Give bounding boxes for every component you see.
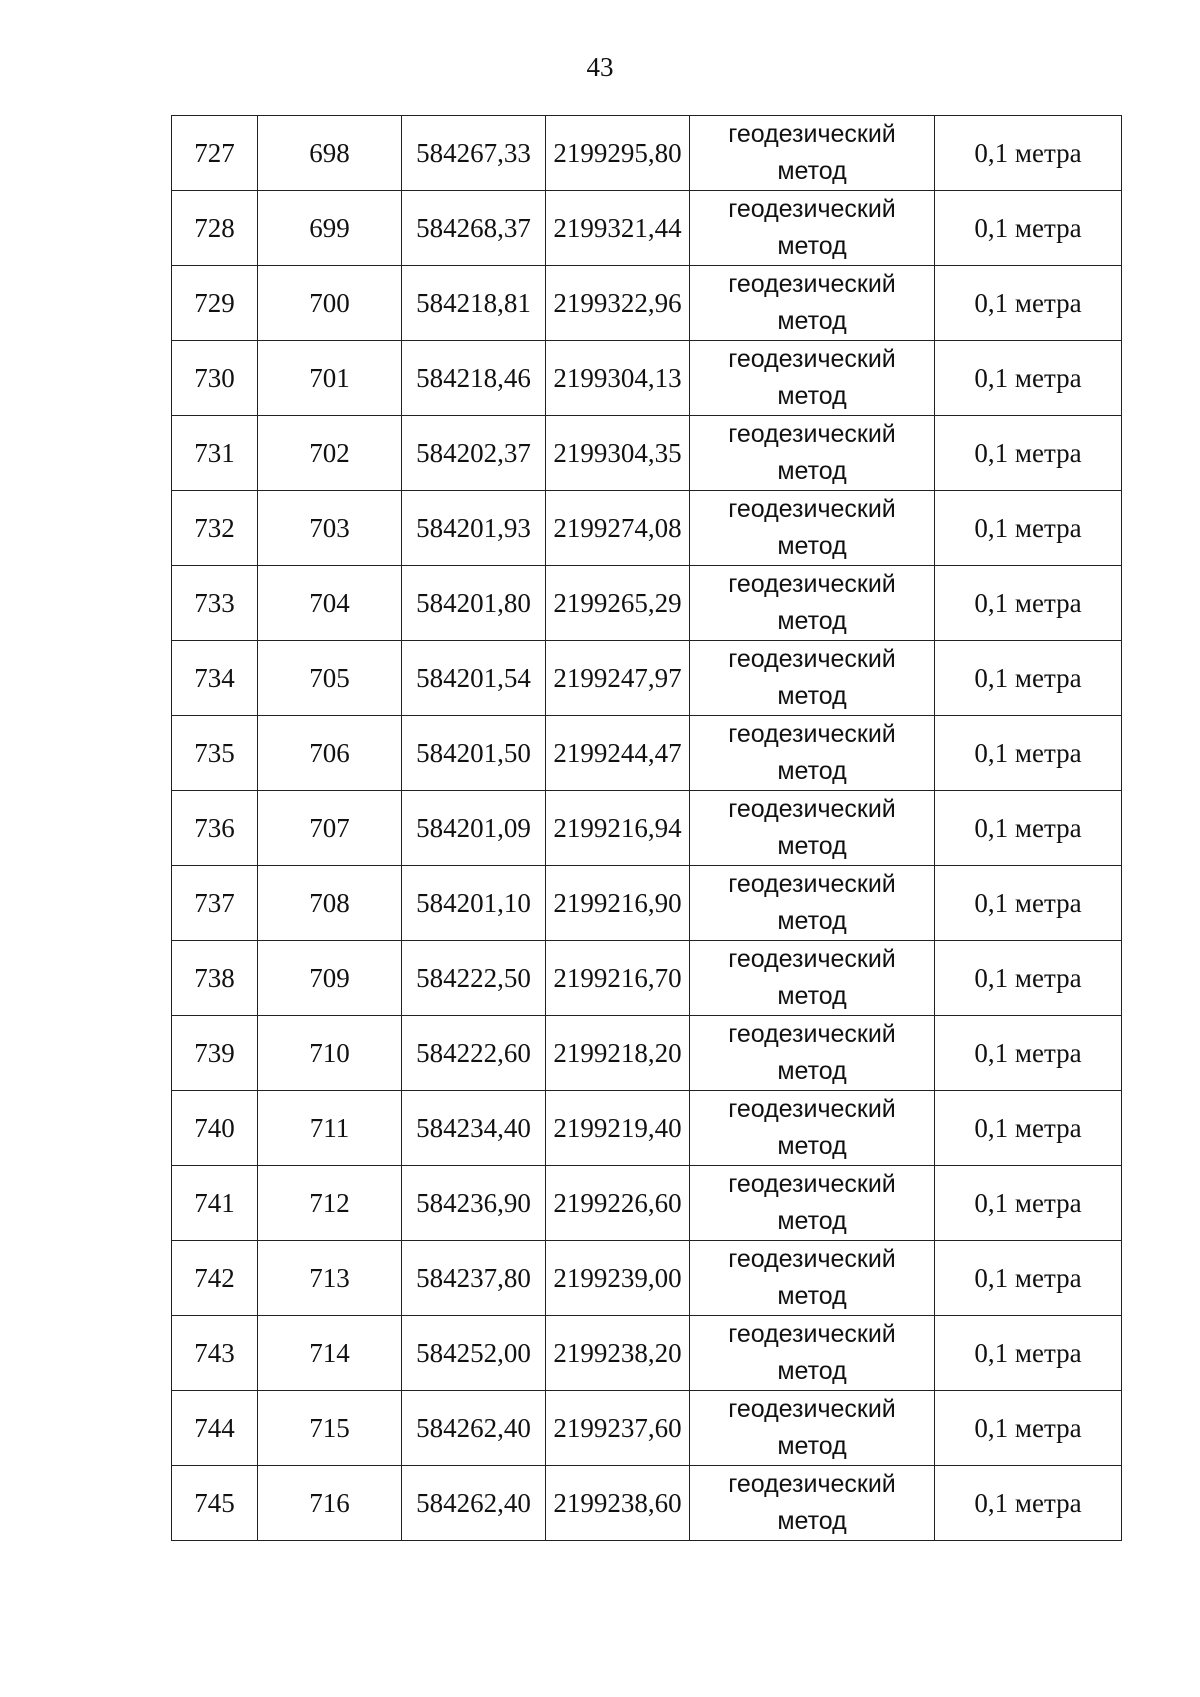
row-number-cell: 741 [172, 1166, 258, 1241]
point-number-cell: 716 [258, 1466, 402, 1541]
method-line-1: геодезический [728, 945, 896, 973]
method-line-1: геодезический [728, 120, 896, 148]
row-number-cell: 738 [172, 941, 258, 1016]
y-coordinate-cell: 2199219,40 [546, 1091, 690, 1166]
method-line-2: метод [777, 907, 847, 935]
method-cell [690, 266, 935, 341]
method-line-1: геодезический [728, 420, 896, 448]
table-row [172, 1091, 1122, 1166]
y-coordinate-cell: 2199321,44 [546, 191, 690, 266]
coordinates-table-body [172, 116, 1122, 1541]
accuracy-cell: 0,1 метра [935, 866, 1122, 941]
method-line-1: геодезический [728, 1320, 896, 1348]
method-line-2: метод [777, 757, 847, 785]
method-cell [690, 1316, 935, 1391]
method-cell [690, 941, 935, 1016]
point-number-cell: 699 [258, 191, 402, 266]
table-row [172, 866, 1122, 941]
point-number-cell: 714 [258, 1316, 402, 1391]
row-number-cell: 730 [172, 341, 258, 416]
accuracy-cell: 0,1 метра [935, 566, 1122, 641]
method-line-2: метод [777, 607, 847, 635]
accuracy-cell: 0,1 метра [935, 1016, 1122, 1091]
method-cell [690, 191, 935, 266]
method-cell [690, 1016, 935, 1091]
row-number-cell: 740 [172, 1091, 258, 1166]
method-line-1: геодезический [728, 795, 896, 823]
y-coordinate-cell: 2199304,35 [546, 416, 690, 491]
x-coordinate-cell: 584222,50 [402, 941, 546, 1016]
point-number-cell: 702 [258, 416, 402, 491]
method-line-1: геодезический [728, 1020, 896, 1048]
point-number-cell: 706 [258, 716, 402, 791]
accuracy-cell: 0,1 метра [935, 791, 1122, 866]
method-line-2: метод [777, 1282, 847, 1310]
method-line-2: метод [777, 382, 847, 410]
accuracy-cell: 0,1 метра [935, 266, 1122, 341]
x-coordinate-cell: 584222,60 [402, 1016, 546, 1091]
method-cell [690, 866, 935, 941]
table-row [172, 641, 1122, 716]
table-row [172, 941, 1122, 1016]
row-number-cell: 729 [172, 266, 258, 341]
accuracy-cell: 0,1 метра [935, 1391, 1122, 1466]
method-cell [690, 716, 935, 791]
table-row [172, 1241, 1122, 1316]
accuracy-cell: 0,1 метра [935, 1466, 1122, 1541]
method-cell [690, 1391, 935, 1466]
method-cell [690, 491, 935, 566]
method-cell [690, 341, 935, 416]
method-cell [690, 791, 935, 866]
method-line-2: метод [777, 682, 847, 710]
table-row [172, 566, 1122, 641]
y-coordinate-cell: 2199322,96 [546, 266, 690, 341]
y-coordinate-cell: 2199274,08 [546, 491, 690, 566]
page-number: 43 [586, 52, 614, 82]
point-number-cell: 709 [258, 941, 402, 1016]
accuracy-cell: 0,1 метра [935, 941, 1122, 1016]
table-row [172, 191, 1122, 266]
method-line-2: метод [777, 157, 847, 185]
y-coordinate-cell: 2199295,80 [546, 116, 690, 191]
x-coordinate-cell: 584268,37 [402, 191, 546, 266]
row-number-cell: 744 [172, 1391, 258, 1466]
table-row [172, 1391, 1122, 1466]
y-coordinate-cell: 2199238,20 [546, 1316, 690, 1391]
point-number-cell: 708 [258, 866, 402, 941]
x-coordinate-cell: 584262,40 [402, 1466, 546, 1541]
method-line-2: метод [777, 457, 847, 485]
table-row [172, 266, 1122, 341]
method-line-2: метод [777, 982, 847, 1010]
row-number-cell: 732 [172, 491, 258, 566]
accuracy-cell: 0,1 метра [935, 491, 1122, 566]
method-line-1: геодезический [728, 345, 896, 373]
table-row [172, 416, 1122, 491]
method-line-1: геодезический [728, 720, 896, 748]
y-coordinate-cell: 2199216,70 [546, 941, 690, 1016]
method-line-2: метод [777, 1432, 847, 1460]
method-line-2: метод [777, 1057, 847, 1085]
table-row [172, 341, 1122, 416]
method-line-2: метод [777, 1357, 847, 1385]
method-cell [690, 641, 935, 716]
row-number-cell: 745 [172, 1466, 258, 1541]
y-coordinate-cell: 2199304,13 [546, 341, 690, 416]
table-row [172, 1016, 1122, 1091]
method-line-1: геодезический [728, 1095, 896, 1123]
table-row [172, 1466, 1122, 1541]
method-line-2: метод [777, 1132, 847, 1160]
method-cell [690, 416, 935, 491]
accuracy-cell: 0,1 метра [935, 416, 1122, 491]
y-coordinate-cell: 2199265,29 [546, 566, 690, 641]
row-number-cell: 734 [172, 641, 258, 716]
point-number-cell: 704 [258, 566, 402, 641]
method-line-2: метод [777, 1507, 847, 1535]
method-line-1: геодезический [728, 195, 896, 223]
accuracy-cell: 0,1 метра [935, 116, 1122, 191]
method-cell [690, 1091, 935, 1166]
point-number-cell: 713 [258, 1241, 402, 1316]
y-coordinate-cell: 2199239,00 [546, 1241, 690, 1316]
method-cell [690, 1241, 935, 1316]
table-row [172, 791, 1122, 866]
method-line-1: геодезический [728, 1470, 896, 1498]
x-coordinate-cell: 584202,37 [402, 416, 546, 491]
x-coordinate-cell: 584201,10 [402, 866, 546, 941]
accuracy-cell: 0,1 метра [935, 1241, 1122, 1316]
accuracy-cell: 0,1 метра [935, 1166, 1122, 1241]
row-number-cell: 735 [172, 716, 258, 791]
table-row [172, 1316, 1122, 1391]
point-number-cell: 715 [258, 1391, 402, 1466]
row-number-cell: 743 [172, 1316, 258, 1391]
row-number-cell: 733 [172, 566, 258, 641]
y-coordinate-cell: 2199226,60 [546, 1166, 690, 1241]
accuracy-cell: 0,1 метра [935, 191, 1122, 266]
method-cell [690, 566, 935, 641]
method-cell [690, 116, 935, 191]
point-number-cell: 707 [258, 791, 402, 866]
accuracy-cell: 0,1 метра [935, 716, 1122, 791]
accuracy-cell: 0,1 метра [935, 341, 1122, 416]
row-number-cell: 739 [172, 1016, 258, 1091]
x-coordinate-cell: 584234,40 [402, 1091, 546, 1166]
x-coordinate-cell: 584201,50 [402, 716, 546, 791]
x-coordinate-cell: 584218,46 [402, 341, 546, 416]
point-number-cell: 698 [258, 116, 402, 191]
x-coordinate-cell: 584218,81 [402, 266, 546, 341]
accuracy-cell: 0,1 метра [935, 1091, 1122, 1166]
accuracy-cell: 0,1 метра [935, 1316, 1122, 1391]
row-number-cell: 736 [172, 791, 258, 866]
point-number-cell: 710 [258, 1016, 402, 1091]
x-coordinate-cell: 584201,09 [402, 791, 546, 866]
table-row [172, 716, 1122, 791]
method-line-1: геодезический [728, 1170, 896, 1198]
point-number-cell: 701 [258, 341, 402, 416]
method-line-1: геодезический [728, 270, 896, 298]
row-number-cell: 742 [172, 1241, 258, 1316]
row-number-cell: 731 [172, 416, 258, 491]
method-line-1: геодезический [728, 495, 896, 523]
point-number-cell: 703 [258, 491, 402, 566]
x-coordinate-cell: 584267,33 [402, 116, 546, 191]
point-number-cell: 700 [258, 266, 402, 341]
x-coordinate-cell: 584252,00 [402, 1316, 546, 1391]
method-line-2: метод [777, 307, 847, 335]
x-coordinate-cell: 584262,40 [402, 1391, 546, 1466]
method-line-1: геодезический [728, 1245, 896, 1273]
coordinates-table [171, 115, 1122, 1541]
y-coordinate-cell: 2199244,47 [546, 716, 690, 791]
method-line-2: метод [777, 532, 847, 560]
table-row [172, 1166, 1122, 1241]
y-coordinate-cell: 2199237,60 [546, 1391, 690, 1466]
point-number-cell: 711 [258, 1091, 402, 1166]
method-line-2: метод [777, 832, 847, 860]
accuracy-cell: 0,1 метра [935, 641, 1122, 716]
point-number-cell: 705 [258, 641, 402, 716]
x-coordinate-cell: 584237,80 [402, 1241, 546, 1316]
method-line-1: геодезический [728, 645, 896, 673]
row-number-cell: 727 [172, 116, 258, 191]
x-coordinate-cell: 584201,93 [402, 491, 546, 566]
x-coordinate-cell: 584201,54 [402, 641, 546, 716]
method-line-1: геодезический [728, 570, 896, 598]
method-line-2: метод [777, 232, 847, 260]
table-row [172, 491, 1122, 566]
method-line-1: геодезический [728, 870, 896, 898]
method-line-1: геодезический [728, 1395, 896, 1423]
row-number-cell: 737 [172, 866, 258, 941]
method-cell [690, 1166, 935, 1241]
y-coordinate-cell: 2199216,90 [546, 866, 690, 941]
y-coordinate-cell: 2199218,20 [546, 1016, 690, 1091]
x-coordinate-cell: 584236,90 [402, 1166, 546, 1241]
x-coordinate-cell: 584201,80 [402, 566, 546, 641]
y-coordinate-cell: 2199247,97 [546, 641, 690, 716]
y-coordinate-cell: 2199238,60 [546, 1466, 690, 1541]
method-line-2: метод [777, 1207, 847, 1235]
table-row [172, 116, 1122, 191]
y-coordinate-cell: 2199216,94 [546, 791, 690, 866]
method-cell [690, 1466, 935, 1541]
row-number-cell: 728 [172, 191, 258, 266]
point-number-cell: 712 [258, 1166, 402, 1241]
